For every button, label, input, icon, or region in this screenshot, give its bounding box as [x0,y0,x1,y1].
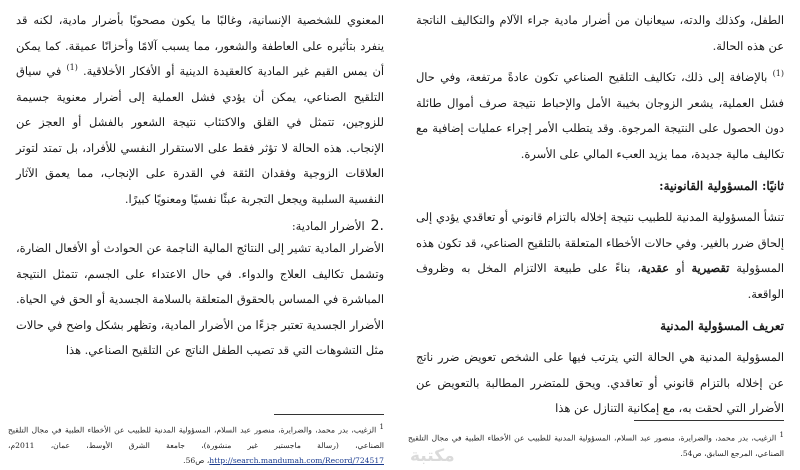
paragraph-ivf-costs [416,65,784,167]
heading-legal-responsibility: ثانيًا: المسؤولية القانونية: [659,179,784,193]
footnote-divider [274,414,384,415]
list-number: 2. [370,218,384,234]
legal-text-start: تنشأ المسؤولية المدنية للطبيب نتيجة إخلاله بالتزام قانوني أو تعاقدي يؤدي إلى إلحاق ضرر بالغير. وفي حالات الأخطاء المتعلقة بالتلقيح الصناعي، قد تكون هذه المسؤولية [416,210,784,275]
footnote [8,420,384,468]
legal-connector: أو [668,261,692,275]
paragraph-civil-definition: المسؤولية المدنية هي الحالة التي يترتب فيها على الشخص تعويض ضرر ناتج عن إخلاله بالتزام قانوني أو تعاقدي. ويحق للمتضرر المطالبة بالتعويض عن الأضرار التي لحقت به، مع إمكانية التنازل عن هذا [416,350,784,415]
paragraph-child-damages: الطفل، وكذلك والدته، سيعانيان من أضرار مادية جراء الآلام والتكاليف الناتجة عن هذه الحالة. [416,13,784,53]
footnote-number: 1 [779,431,784,439]
list-label: الأضرار المادية: [291,219,365,233]
footnote-text: الزغيب، بدر محمد، والضرايرة، منصور عبد السلام، المسؤولية المدنية للطبيب عن الأخطاء الطبية في مجال التلقيح الصناعي، (رسالة ماجستير غير منشورة)، جامعة الشرق الأوسط، عمان، 2011م، [8,425,384,450]
footnote-text: الزغيب، بدر محمد، والضرايرة، منصور عبد السلام، المسؤولية المدنية للطبيب عن الأخطاء الطبية في مجال التلقيح الصناعي، المرجع السابق، ص54. [408,433,784,458]
legal-bold-tort: تقصيرية [691,261,730,275]
heading-civil-responsibility-definition: تعريف المسؤولية المدنية [660,319,784,333]
paragraph-legal-responsibility [416,205,784,307]
footnote [408,428,784,461]
legal-bold-contract: عقدية [641,261,669,275]
footnote-link[interactable]: http://search.mandumah.com/Record/724517 [209,455,384,465]
right-page [400,0,800,470]
paragraph-moral-damages [16,8,384,212]
list-item-material-damages [16,218,384,234]
footnote-number: 1 [379,423,384,431]
left-page-body [16,8,384,370]
paragraph-ivf-costs-text: بالإضافة إلى ذلك، تكاليف التلقيح الصناعي تكون عادةً مرتفعة، وفي حال فشل العملية، يشعر الزوجان بخيبة الأمل والإحباط نتيجة صرف أموال طائلة دون الحصول على النتيجة المرجوة. وقد يتطلب الأمر إجراء عمليات إضافية مع تكاليف مالية جديدة، مما يزيد العبء المالي على الأسرة. [416,70,784,161]
moral-damages-continuation: في سياق التلقيح الصناعي، يمكن أن يؤدي فشل العملية إلى أضرار معنوية جسيمة للزوجين، تتمثل في القلق والاكتئاب نتيجة الشعور بالفشل أو العجز عن الإنجاب. هذه الحالة لا تؤثر فقط على الاستقرار النفسي للأفراد، بل تمتد لتوتر العلاقات الزوجية وفقدان الثقة في القدرة على الإنجاب، مما يعمق الآثار النفسية السلبية ويجعل التجربة عبئًا نفسيًا ومعنويًا كبيرًا. [16,64,384,206]
footnote-divider [634,420,784,421]
moral-damages-text: المعنوي للشخصية الإنسانية، وغالبًا ما يكون مصحوبًا بأضرار مادية، لكنه قد ينفرد بتأثيره على العاطفة والشعور، مما يسبب آلامًا وأحزانًا عميقة. كما يمكن أن يمس القيم غير المادية كالعقيدة الدينية أو الأفكار الأخلاقية. [16,13,384,78]
footnote-text-end: ، ص56. [183,455,210,465]
footnote-marker[interactable]: (1) [66,63,78,73]
footnote-marker[interactable]: (1) [772,69,784,79]
watermark-logo: مكتبة [410,446,455,466]
right-page-body [416,8,784,428]
paragraph-material-damages: الأضرار المادية تشير إلى النتائج المالية الناجمة عن الحوادث أو الأفعال الضارة، وتشمل تكاليف العلاج والدواء. في حال الاعتداء على الجسم، تتمثل النتيجة المباشرة في المساس بالحقوق المتعلقة بالسلامة الجسدية أو الحق في الحياة. الأضرار الجسدية تعتبر جزءًا من الأضرار المادية، وتظهر بشكل واضح في حالات مثل التشوهات التي قد تصيب الطفل الناتج عن التلقيح الصناعي. هذا [16,241,384,357]
legal-text-end: ، بناءً على طبيعة الالتزام المخل به وظروف الواقعة. [416,261,784,301]
